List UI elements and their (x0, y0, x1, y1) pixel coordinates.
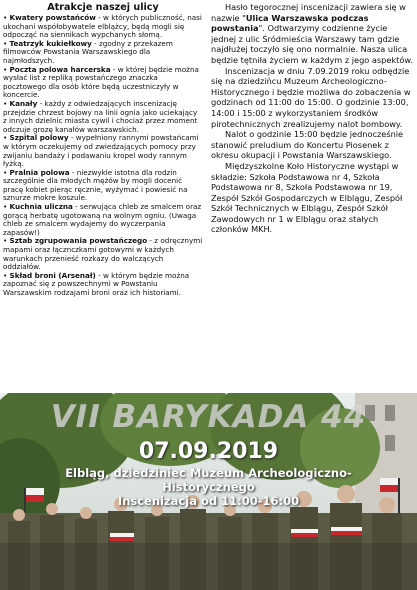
attraction-title: Skład broni (Arsenał) (9, 270, 96, 280)
attraction-description: - w której będzie można wysłać list z repliką powstańczego znaczka pocztowego dla osób które będą uczestniczyły w koncercie. (3, 64, 199, 100)
attraction-title: Pralnia polowa (9, 167, 70, 177)
attraction-item: • Szpital polowy - wypełniony rannymi powstańcami w którym oczekujemy od zwiedzających pomocy przy zwijaniu bandaży i podawaniu kropel wody rannym łyżką. (3, 133, 199, 169)
paragraph-motto: Hasło tegorocznej inscenizacji zawiera się w nazwie "Ulica Warszawska podczas powstania". Odtwarzymy codzienne życie jednej z ulic Śródmieścia Warszawy tam gdzie najdłużej toczyło się ono normalnie. Nasza ulica będzie tętniła życiem w każdym z jego aspektów. (211, 2, 413, 65)
attraction-title: Teatrzyk kukiełkowy (9, 38, 92, 48)
description-column (211, 2, 413, 235)
attraction-description: - niezwykle istotna dla rodzin szczególnie dla młodych mężów by mogli docenić pracę kobiet pierąc ręcznie, wyżymać i powiesić na sznurze mokre koszule. (3, 167, 188, 203)
attraction-title: Kwatery powstańców (9, 13, 96, 22)
attraction-description: - każdy z odwiedzających inscenizację przejdzie chrzest bojowy na linii ognia jako uciekający z innych dzielnic miasta cywil i chociaż przez moment odczuje grozę kanałów warszawskich. (3, 98, 198, 134)
attractions-heading: Atrakcje naszej ulicy (47, 2, 159, 13)
attraction-description: - wypełniony rannymi powstańcami w którym oczekujemy od zwiedzających pomocy przy zwijaniu bandaży i podawaniu kropel wody rannym łyżką. (3, 133, 199, 169)
motto-title: Ulica Warszawska podczas powstania (211, 12, 369, 34)
paragraph-participants: Międzyszkolne Koło Historyczne wystąpi w składzie: Szkoła Podstawowa nr 4, Szkoła Podstawowa nr 8, Szkoła Podstawowa nr 19, Zespół Szkół Gospodarczych w Elblągu, Zespół Szkół Technicznych w Elblągu, Zespół Szkół Zawodowych nr 1 w Elblągu oraz stałych członków MKH. (211, 160, 403, 235)
attraction-title: Sztab zgrupowania powstańczego (9, 236, 148, 246)
attractions-column (3, 2, 203, 298)
event-place-and-time (60, 466, 357, 508)
attractions-list (3, 14, 203, 298)
event-title: VII BARYKADA 44 (50, 399, 367, 435)
event-place: Elbląg, dziedziniec Muzeum Archeologiczno-Historycznego (65, 466, 352, 494)
attraction-title: Kanały (9, 98, 38, 108)
attraction-description: - w którym będzie można zapoznać się z powszechnymi w Powstaniu Warszawskim rodzajami broni oraz ich historiami. (3, 270, 190, 297)
attraction-description: - serwująca chleb ze smalcem oraz gorącą herbatę ugotowaną na wolnym ogniu. (Uwaga chleb ze smalcem wydajemy do wyczerpania zapasów!) (3, 202, 202, 237)
event-time: Inscenizacja od 11:00-16:00 (117, 494, 300, 508)
attraction-description: - w których publiczność, nasi ukochani współobywatele elblążcy, będą mogli się odpocząć na siennikach wypchanych słomą. (3, 13, 202, 40)
attraction-item: • Kanały - każdy z odwiedzających inscenizację przejdzie chrzest bojowy na linii ognia jako uciekający z innych dzielnic miasta cywil i chociaż przez moment odczuje grozę kanałów warszawskich. (3, 98, 198, 134)
attraction-item: • Sztab zgrupowania powstańczego - z odręcznymi mapami oraz łącznczkami gotowymi w każdych warunkach przenieść rozkazy do walczących oddziałów. (3, 236, 203, 272)
attraction-item: • Skład broni (Arsenał) - w którym będzie można zapoznać się z powszechnymi w Powstaniu Warszawskim rodzajami broni oraz ich historiami. (3, 270, 190, 297)
attraction-item: • Poczta polowa harcerska - w której będzie można wysłać list z repliką powstańczego znaczka pocztowego dla osób które będą uczestniczyły w koncercie. (3, 64, 199, 100)
event-date: 07.09.2019 (138, 439, 279, 464)
attraction-title: Kuchnia uliczna (9, 202, 73, 212)
attraction-item: • Teatrzyk kukiełkowy - zgodny z przekazem filmowców Powstania Warszawskiego dla najmłodszych. (3, 38, 173, 65)
paragraph-concert: Nalot o godzinie 15:00 będzie jednocześnie stanowić preludium do Koncertu Piosenek z okresu okupacji i Powstania Warszawskiego. (211, 129, 404, 161)
paragraph-schedule: Inscenizacja w dniu 7.09.2019 roku odbędzie się na dziedzińcu Muzeum Archeologiczno-Historycznego i będzie możliwa do zobaczenia w godzinach od 11:00 do 15:00. O godzinie 13:00, 14:00 i 15:00 z wykorzystaniem środków pirotechnicznych zrealizujemy nalot bombowy. (211, 65, 411, 129)
attraction-item: • Kwatery powstańców - w których publiczność, nasi ukochani współobywatele elblążcy, będą mogli się odpocząć na siennikach wypchanych słomą. (3, 13, 202, 40)
attraction-item: • Kuchnia uliczna - serwująca chleb ze smalcem oraz gorącą herbatę ugotowaną na wolnym ogniu. (Uwaga chleb ze smalcem wydajemy do wyczerpania zapasów!) (3, 202, 202, 237)
attraction-description: - z odręcznymi mapami oraz łącznczkami gotowymi w każdych warunkach przenieść rozkazy do walczących oddziałów. (3, 236, 203, 272)
attraction-title: Poczta polowa harcerska (9, 64, 111, 74)
attraction-title: Szpital polowy (9, 133, 69, 143)
attraction-item: • Pralnia polowa - niezwykle istotna dla rodzin szczególnie dla młodych mężów by mogli docenić pracę kobiet pierąc ręcznie, wyżymać i powiesić na sznurze mokre koszule. (3, 167, 188, 203)
attraction-description: - zgodny z przekazem filmowców Powstania Warszawskiego dla najmłodszych. (3, 38, 173, 65)
